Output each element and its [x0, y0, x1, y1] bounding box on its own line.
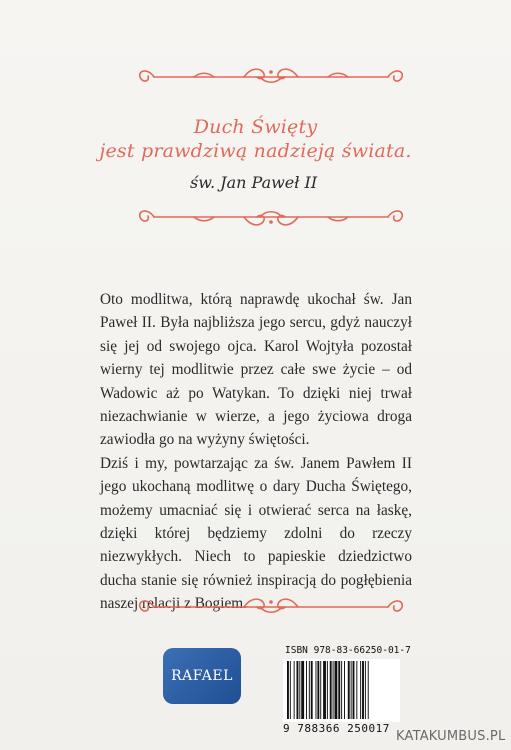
quote-line-2: jest prawdziwą nadzieją świata. [99, 140, 412, 162]
description-text [100, 288, 412, 616]
quote-line-1: Duch Święty [193, 116, 318, 138]
barcode-digits: 9 788366 250017 [283, 722, 390, 735]
publisher-logo-text: RAFAEL [171, 668, 233, 684]
watermark: KATAKUMBUS.PL [396, 729, 506, 744]
publisher-logo [163, 648, 241, 704]
isbn-label: ISBN 978-83-66250-01-7 [285, 645, 411, 656]
ornament-divider-top [134, 64, 408, 90]
description-paragraph-2: Dziś i my, powtarzając za św. Janem Pawłem II jego ukochaną modlitwę o dary Ducha Świętego, możemy umacniać się i otwierać serca na łaskę, dzięki której będziemy zdolni do rzeczy niezwykłych. Niech to papieskie dziedzictwo ducha stanie się również inspiracją do pogłębienia naszej relacji z Bogiem. [100, 454, 412, 613]
description-paragraph-1: Oto modlitwa, którą naprawdę ukochał św. Jan Paweł II. Była najbliższa jego sercu, gdyż nauczył się jej od swojego ojca. Karol Wojtyła pozostał wierny tej modlitwie przez całe swe życie – od Wadowic aż po Watykan. To dzięki niej trwał niezachwianie w wierze, a jego życiowa droga zawiodła go na wyżyny świętości. [100, 291, 412, 449]
ornament-divider-bottom [134, 594, 408, 620]
quote-author: św. Jan Paweł II [190, 173, 318, 192]
barcode [283, 659, 400, 722]
ornament-divider-middle [134, 204, 408, 230]
